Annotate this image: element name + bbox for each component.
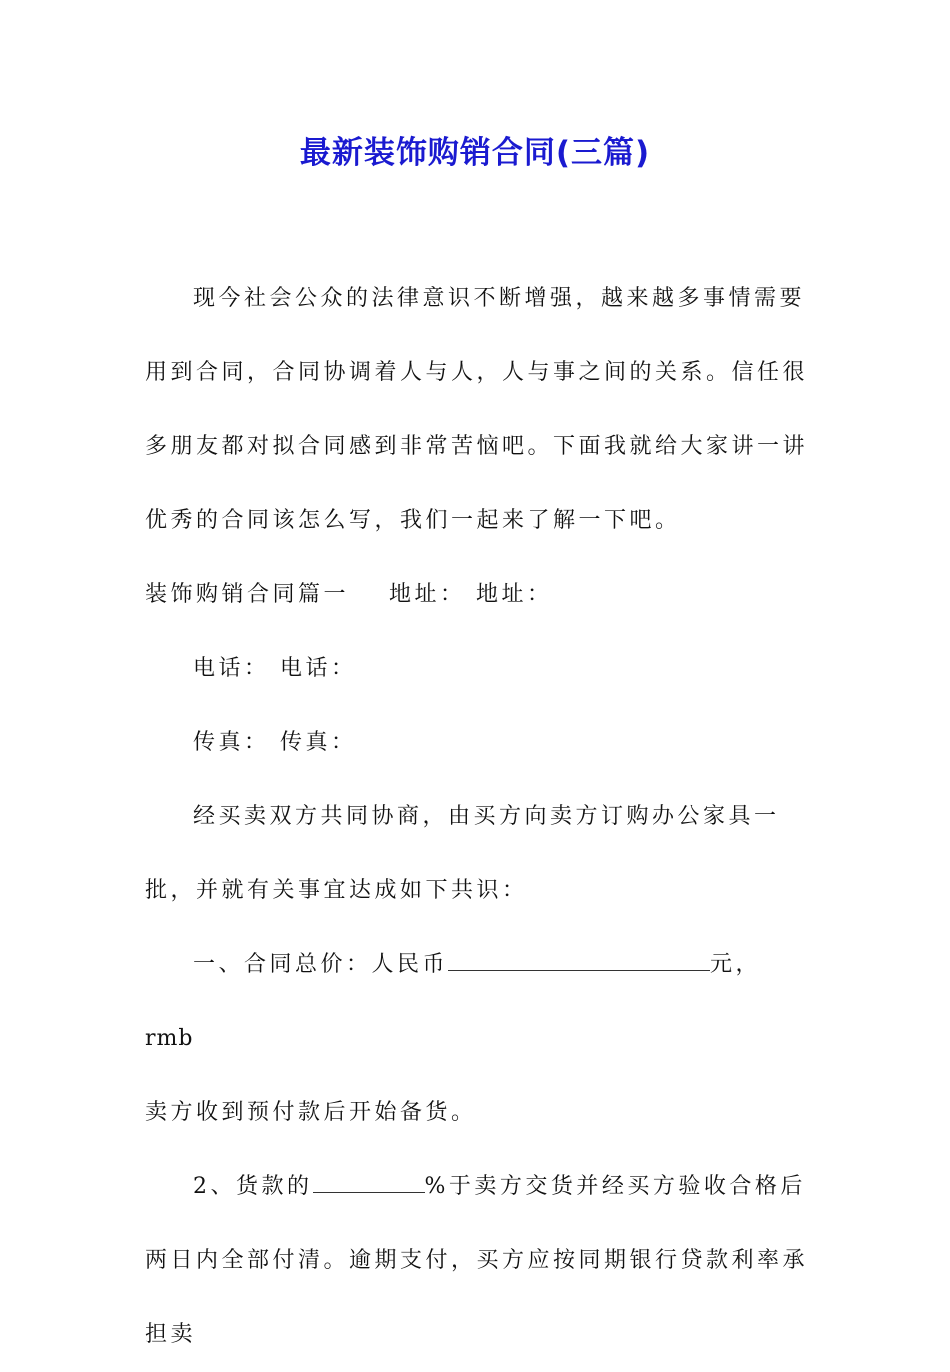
clause-1-suffix: 元， xyxy=(710,952,762,977)
section-heading: 装饰购销合同篇一 xyxy=(145,582,350,607)
clause-1-line2: 卖方收到预付款后开始备货。 xyxy=(145,1100,477,1125)
clause-2-prefix: 2、货款的 xyxy=(193,1174,313,1199)
percent-blank xyxy=(313,1172,425,1193)
agreement-paragraph: 经买卖双方共同协商，由买方向卖方订购办公家具一批，并就有关事宜达成如下共识： xyxy=(145,804,780,903)
intro-paragraph: 现今社会公众的法律意识不断增强，越来越多事情需要用到合同，合同协调着人与人，人与事之间的关系。信任很多朋友都对拟合同感到非常苦恼吧。下面我就给大家讲一讲优秀的合同该怎么写，我们一起来了解一下吧。 xyxy=(145,286,809,533)
address-line: 地址： 地址： xyxy=(389,582,553,607)
fax-line: 传真： 传真： xyxy=(193,730,357,755)
clause-2 xyxy=(145,1150,810,1372)
clause-1-prefix: 一、合同总价：人民币 xyxy=(193,952,449,977)
section-heading-line xyxy=(145,558,810,632)
phone-line: 电话： 电话： xyxy=(193,656,357,681)
document-body xyxy=(145,262,810,1372)
document-title: 最新装饰购销合同(三篇) xyxy=(299,135,651,171)
amount-blank xyxy=(448,950,710,971)
clause-2-rest: %于卖方交货并经买方验收合格后两日内全部付清。逾期支付，买方应按同期银行贷款利率承担卖 xyxy=(145,1174,809,1347)
clause-1 xyxy=(145,928,810,1150)
clause-1-rmb: rmb xyxy=(145,1026,194,1051)
